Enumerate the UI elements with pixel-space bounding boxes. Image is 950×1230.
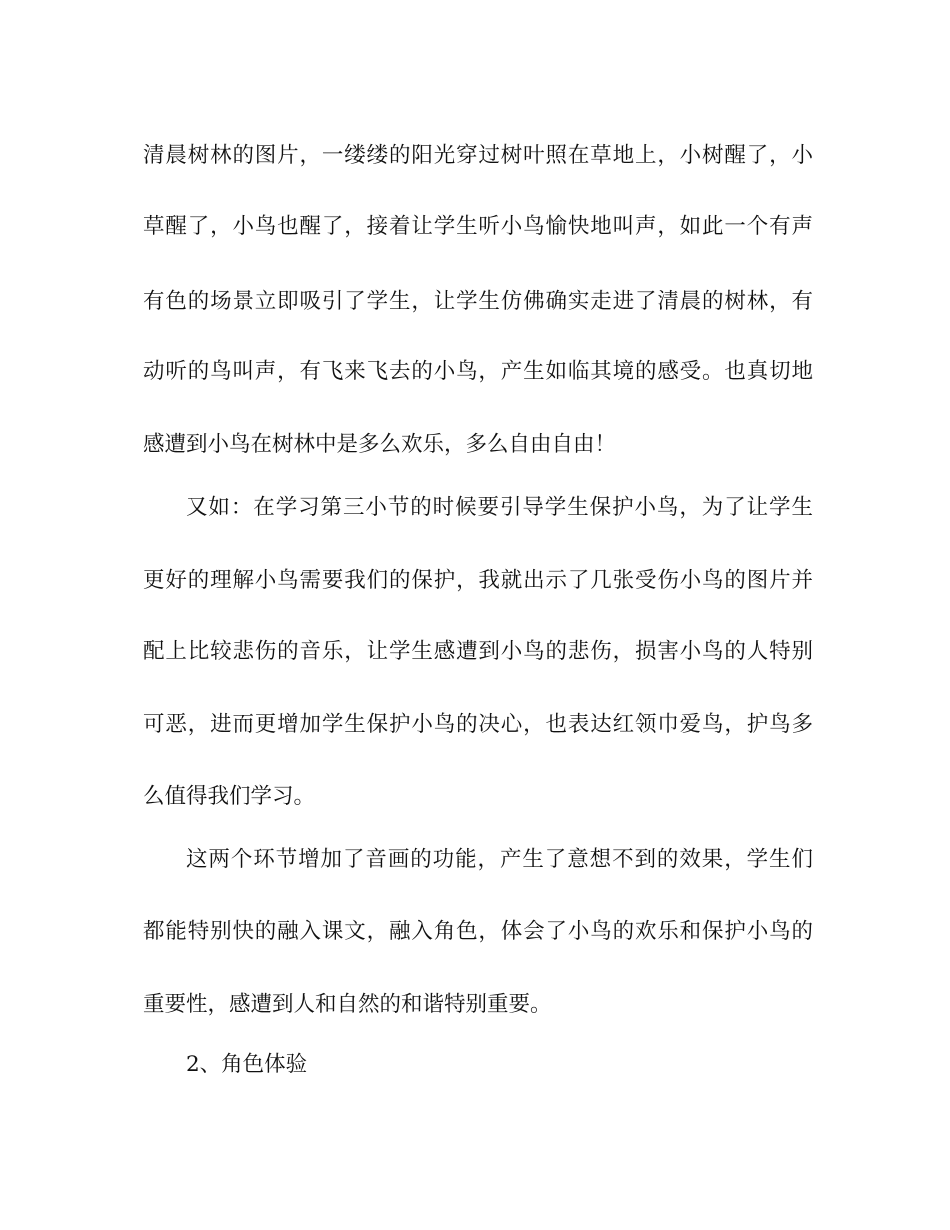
paragraph-line: 更好的理解小鸟需要我们的保护，我就出示了几张受伤小鸟的图片并 [143,568,813,593]
paragraph-line: 重要性，感遭到人和自然的和谐特别重要。 [143,992,552,1017]
paragraph-line: 动听的鸟叫声，有飞来飞去的小鸟，产生如临其境的感受。也真切地 [143,359,813,384]
paragraph-line: 又如：在学习第三小节的时候要引导学生保护小鸟，为了让学生 [186,495,813,520]
paragraph-line: 配上比较悲伤的音乐，让学生感遭到小鸟的悲伤，损害小鸟的人特别 [143,639,813,664]
section-heading: 2、角色体验 [186,1052,308,1077]
paragraph-line: 这两个环节增加了音画的功能，产生了意想不到的效果，学生们 [186,847,813,872]
paragraph-line: 感遭到小鸟在树林中是多么欢乐，多么自由自由！ [143,432,617,457]
paragraph-line: 可恶，进而更增加学生保护小鸟的决心，也表达红领巾爱鸟，护鸟多 [143,712,813,737]
paragraph-line: 么值得我们学习。 [143,784,316,809]
paragraph-line: 草醒了，小鸟也醒了，接着让学生听小鸟愉快地叫声，如此一个有声 [143,214,813,239]
paragraph-line: 清晨树林的图片，一缕缕的阳光穿过树叶照在草地上，小树醒了，小 [143,143,813,168]
paragraph-line: 都能特别快的融入课文，融入角色，体会了小鸟的欢乐和保护小鸟的 [143,919,813,944]
paragraph-line: 有色的场景立即吸引了学生，让学生仿佛确实走进了清晨的树林，有 [143,289,813,314]
